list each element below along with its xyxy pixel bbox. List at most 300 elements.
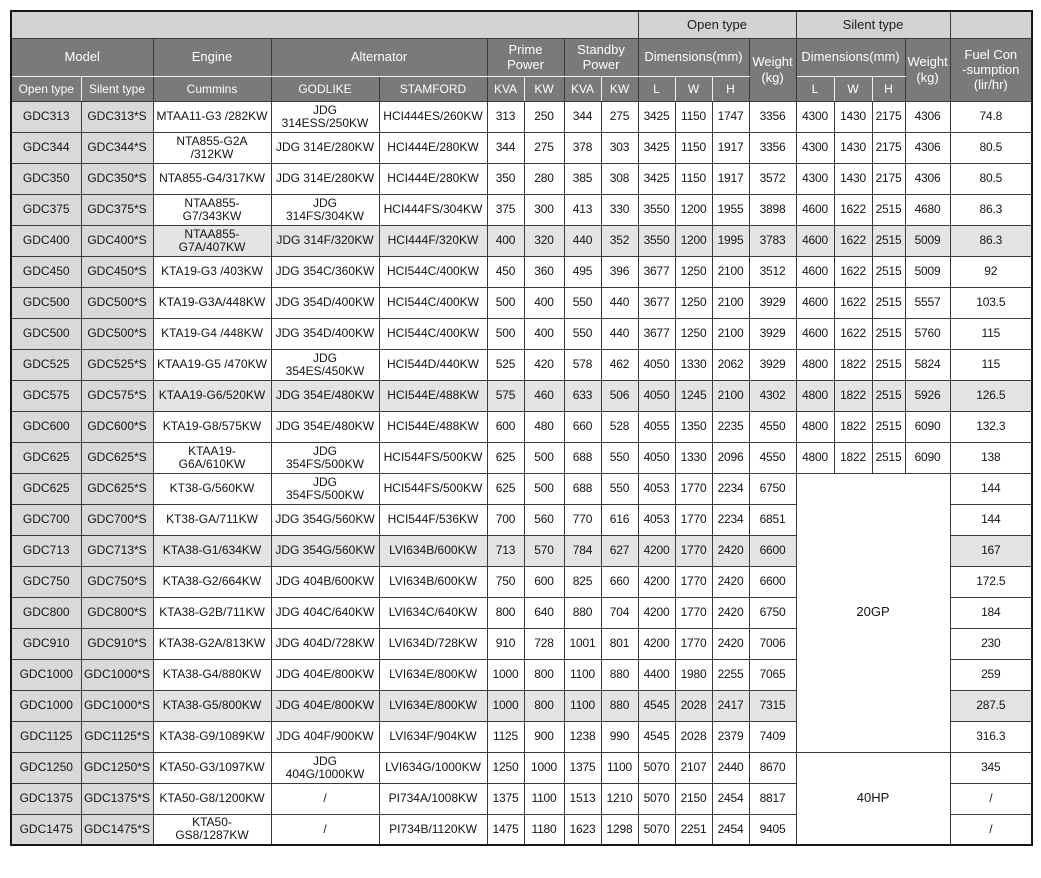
cell-silent-height: 2515 — [872, 318, 905, 349]
cell-open-height: 2420 — [712, 566, 749, 597]
cell-silent-model: GDC344*S — [81, 132, 153, 163]
cell-alternator-godlike: JDG 314F/320KW — [271, 225, 379, 256]
cell-standby-kw: 1298 — [601, 814, 638, 845]
cell-alternator-godlike: JDG 314FS/304KW — [271, 194, 379, 225]
cell-silent-height: 2515 — [872, 194, 905, 225]
cell-engine-cummins: NTAA855-G7A/407KW — [153, 225, 271, 256]
header-band-silent-type: Silent type — [796, 11, 950, 38]
cell-fuel-consumption: 86.3 — [950, 194, 1032, 225]
cell-prime-kva: 313 — [487, 101, 524, 132]
cell-open-weight: 6600 — [749, 535, 796, 566]
cell-open-weight: 8670 — [749, 752, 796, 783]
cell-fuel-consumption: 92 — [950, 256, 1032, 287]
cell-fuel-consumption: 115 — [950, 349, 1032, 380]
cell-alternator-stamford: HCI544C/400KW — [379, 318, 487, 349]
cell-silent-height: 2175 — [872, 163, 905, 194]
cell-alternator-stamford: HCI444FS/304KW — [379, 194, 487, 225]
cell-engine-cummins: KTA19-G4 /448KW — [153, 318, 271, 349]
cell-fuel-consumption: 126.5 — [950, 380, 1032, 411]
cell-prime-kva: 344 — [487, 132, 524, 163]
cell-open-model: GDC450 — [11, 256, 81, 287]
cell-open-model: GDC1375 — [11, 783, 81, 814]
cell-engine-cummins: NTA855-G4/317KW — [153, 163, 271, 194]
header-stamford: STAMFORD — [379, 76, 487, 101]
cell-alternator-godlike: JDG 354D/400KW — [271, 318, 379, 349]
cell-engine-cummins: KTA50-GS8/1287KW — [153, 814, 271, 845]
cell-fuel-consumption: 184 — [950, 597, 1032, 628]
cell-alternator-stamford: PI734B/1120KW — [379, 814, 487, 845]
cell-open-height: 2440 — [712, 752, 749, 783]
cell-open-width: 1980 — [675, 659, 712, 690]
header-open-type-model: Open type — [11, 76, 81, 101]
cell-prime-kva: 910 — [487, 628, 524, 659]
header-standby-kw: KW — [601, 76, 638, 101]
cell-prime-kw: 250 — [524, 101, 564, 132]
cell-open-width: 1150 — [675, 132, 712, 163]
cell-fuel-consumption: 103.5 — [950, 287, 1032, 318]
cell-standby-kva: 578 — [564, 349, 601, 380]
cell-open-height: 2420 — [712, 535, 749, 566]
cell-prime-kw: 640 — [524, 597, 564, 628]
header-open-h: H — [712, 76, 749, 101]
cell-alternator-stamford: LVI634E/800KW — [379, 659, 487, 690]
cell-standby-kw: 550 — [601, 442, 638, 473]
cell-silent-model: GDC625*S — [81, 442, 153, 473]
cell-open-weight: 3929 — [749, 349, 796, 380]
cell-open-height: 2417 — [712, 690, 749, 721]
cell-open-width: 1250 — [675, 256, 712, 287]
cell-prime-kva: 713 — [487, 535, 524, 566]
cell-standby-kva: 880 — [564, 597, 601, 628]
cell-open-model: GDC375 — [11, 194, 81, 225]
cell-fuel-consumption: 144 — [950, 504, 1032, 535]
cell-open-width: 1770 — [675, 597, 712, 628]
cell-open-model: GDC713 — [11, 535, 81, 566]
cell-open-length: 3677 — [638, 287, 675, 318]
cell-open-height: 2100 — [712, 318, 749, 349]
cell-standby-kva: 688 — [564, 442, 601, 473]
cell-engine-cummins: KTA38-G5/800KW — [153, 690, 271, 721]
cell-prime-kw: 800 — [524, 659, 564, 690]
cell-silent-weight: 5824 — [905, 349, 950, 380]
header-silent-h: H — [872, 76, 905, 101]
cell-open-width: 1150 — [675, 101, 712, 132]
cell-fuel-consumption: 316.3 — [950, 721, 1032, 752]
cell-silent-length: 4800 — [796, 380, 834, 411]
header-alternator: Alternator — [271, 38, 487, 76]
cell-prime-kva: 1000 — [487, 659, 524, 690]
cell-silent-weight: 5009 — [905, 256, 950, 287]
header-godlike: GODLIKE — [271, 76, 379, 101]
cell-open-weight: 7065 — [749, 659, 796, 690]
cell-open-length: 3550 — [638, 225, 675, 256]
cell-fuel-consumption: 138 — [950, 442, 1032, 473]
cell-standby-kva: 550 — [564, 318, 601, 349]
cell-standby-kva: 385 — [564, 163, 601, 194]
cell-prime-kw: 570 — [524, 535, 564, 566]
cell-silent-height: 2515 — [872, 442, 905, 473]
header-open-dimensions: Dimensions(mm) — [638, 38, 749, 76]
cell-prime-kw: 500 — [524, 442, 564, 473]
cell-alternator-stamford: LVI634G/1000KW — [379, 752, 487, 783]
cell-standby-kva: 1100 — [564, 659, 601, 690]
cell-engine-cummins: KT38-G/560KW — [153, 473, 271, 504]
cell-open-length: 4545 — [638, 690, 675, 721]
cell-open-weight: 8817 — [749, 783, 796, 814]
cell-silent-model: GDC1125*S — [81, 721, 153, 752]
cell-engine-cummins: KTAA19-G6A/610KW — [153, 442, 271, 473]
spec-table-body — [11, 101, 1032, 845]
table-row — [11, 349, 1032, 380]
table-row — [11, 132, 1032, 163]
cell-silent-model: GDC713*S — [81, 535, 153, 566]
cell-open-width: 1245 — [675, 380, 712, 411]
cell-alternator-godlike: JDG 354G/560KW — [271, 504, 379, 535]
cell-open-height: 1917 — [712, 132, 749, 163]
cell-open-width: 1770 — [675, 535, 712, 566]
cell-alternator-godlike: JDG 404E/800KW — [271, 659, 379, 690]
cell-fuel-consumption: 80.5 — [950, 132, 1032, 163]
cell-open-model: GDC910 — [11, 628, 81, 659]
cell-silent-model: GDC1375*S — [81, 783, 153, 814]
table-row — [11, 194, 1032, 225]
cell-open-height: 2235 — [712, 411, 749, 442]
cell-silent-model: GDC375*S — [81, 194, 153, 225]
cell-standby-kw: 440 — [601, 318, 638, 349]
cell-alternator-stamford: HCI444E/280KW — [379, 163, 487, 194]
cell-standby-kw: 801 — [601, 628, 638, 659]
cell-alternator-stamford: HCI544C/400KW — [379, 256, 487, 287]
cell-open-model: GDC600 — [11, 411, 81, 442]
cell-silent-width: 1822 — [834, 349, 872, 380]
cell-silent-width: 1430 — [834, 163, 872, 194]
cell-alternator-stamford: HCI444ES/260KW — [379, 101, 487, 132]
header-model: Model — [11, 38, 153, 76]
cell-alternator-godlike: JDG 314ESS/250KW — [271, 101, 379, 132]
table-row — [11, 411, 1032, 442]
cell-prime-kva: 400 — [487, 225, 524, 256]
cell-fuel-consumption: 132.3 — [950, 411, 1032, 442]
cell-fuel-consumption: 80.5 — [950, 163, 1032, 194]
cell-prime-kw: 500 — [524, 473, 564, 504]
cell-open-model: GDC575 — [11, 380, 81, 411]
cell-prime-kva: 600 — [487, 411, 524, 442]
table-row — [11, 442, 1032, 473]
cell-prime-kw: 460 — [524, 380, 564, 411]
cell-open-height: 1747 — [712, 101, 749, 132]
cell-engine-cummins: NTA855-G2A /312KW — [153, 132, 271, 163]
cell-silent-model: GDC350*S — [81, 163, 153, 194]
cell-prime-kva: 350 — [487, 163, 524, 194]
cell-silent-model: GDC700*S — [81, 504, 153, 535]
header-silent-l: L — [796, 76, 834, 101]
cell-open-weight: 7315 — [749, 690, 796, 721]
cell-standby-kva: 825 — [564, 566, 601, 597]
cell-silent-width: 1430 — [834, 101, 872, 132]
cell-alternator-stamford: HCI444F/320KW — [379, 225, 487, 256]
cell-standby-kva: 784 — [564, 535, 601, 566]
cell-alternator-stamford: HCI544C/400KW — [379, 287, 487, 318]
cell-open-model: GDC344 — [11, 132, 81, 163]
cell-alternator-godlike: JDG 354FS/500KW — [271, 442, 379, 473]
header-open-l: L — [638, 76, 675, 101]
cell-silent-weight: 4680 — [905, 194, 950, 225]
cell-prime-kva: 1375 — [487, 783, 524, 814]
cell-open-height: 2100 — [712, 287, 749, 318]
cell-open-weight: 4550 — [749, 442, 796, 473]
cell-silent-model: GDC800*S — [81, 597, 153, 628]
cell-open-width: 1250 — [675, 287, 712, 318]
header-standby-kva: KVA — [564, 76, 601, 101]
cell-prime-kva: 450 — [487, 256, 524, 287]
cell-silent-model: GDC1000*S — [81, 659, 153, 690]
cell-standby-kw: 275 — [601, 101, 638, 132]
cell-prime-kva: 625 — [487, 442, 524, 473]
cell-standby-kw: 880 — [601, 659, 638, 690]
cell-silent-model: GDC1000*S — [81, 690, 153, 721]
cell-silent-weight: 5009 — [905, 225, 950, 256]
cell-engine-cummins: KTAA19-G6/520KW — [153, 380, 271, 411]
cell-open-height: 2234 — [712, 504, 749, 535]
cell-silent-model: GDC750*S — [81, 566, 153, 597]
cell-open-width: 1200 — [675, 225, 712, 256]
cell-open-length: 5070 — [638, 814, 675, 845]
cell-standby-kva: 495 — [564, 256, 601, 287]
cell-alternator-godlike: JDG 404B/600KW — [271, 566, 379, 597]
cell-engine-cummins: KTA19-G3 /403KW — [153, 256, 271, 287]
cell-alternator-stamford: HCI544FS/500KW — [379, 473, 487, 504]
header-silent-dimensions: Dimensions(mm) — [796, 38, 905, 76]
cell-fuel-consumption: 86.3 — [950, 225, 1032, 256]
cell-fuel-consumption: 167 — [950, 535, 1032, 566]
cell-prime-kva: 500 — [487, 318, 524, 349]
cell-engine-cummins: KTA38-G2B/711KW — [153, 597, 271, 628]
cell-open-height: 2062 — [712, 349, 749, 380]
cell-standby-kva: 688 — [564, 473, 601, 504]
cell-open-height: 2420 — [712, 597, 749, 628]
cell-fuel-consumption: 230 — [950, 628, 1032, 659]
cell-alternator-stamford: HCI544D/440KW — [379, 349, 487, 380]
cell-prime-kva: 500 — [487, 287, 524, 318]
header-cummins: Cummins — [153, 76, 271, 101]
cell-prime-kw: 728 — [524, 628, 564, 659]
cell-open-width: 1350 — [675, 411, 712, 442]
header-silent-w: W — [834, 76, 872, 101]
cell-open-length: 3550 — [638, 194, 675, 225]
cell-silent-container-size: 20GP — [796, 473, 950, 752]
cell-open-height: 2420 — [712, 628, 749, 659]
cell-standby-kva: 550 — [564, 287, 601, 318]
cell-prime-kva: 525 — [487, 349, 524, 380]
cell-open-length: 4055 — [638, 411, 675, 442]
cell-silent-width: 1622 — [834, 225, 872, 256]
cell-standby-kw: 550 — [601, 473, 638, 504]
cell-open-width: 2251 — [675, 814, 712, 845]
cell-prime-kw: 320 — [524, 225, 564, 256]
cell-open-model: GDC500 — [11, 287, 81, 318]
cell-engine-cummins: KTA50-G3/1097KW — [153, 752, 271, 783]
cell-silent-width: 1622 — [834, 287, 872, 318]
header-band-row — [11, 11, 1032, 38]
cell-silent-width: 1430 — [834, 132, 872, 163]
cell-open-weight: 6851 — [749, 504, 796, 535]
cell-open-model: GDC350 — [11, 163, 81, 194]
cell-prime-kw: 280 — [524, 163, 564, 194]
cell-engine-cummins: KTA38-G2A/813KW — [153, 628, 271, 659]
cell-silent-model: GDC1475*S — [81, 814, 153, 845]
cell-prime-kva: 800 — [487, 597, 524, 628]
cell-open-weight: 3929 — [749, 287, 796, 318]
cell-prime-kw: 560 — [524, 504, 564, 535]
cell-silent-length: 4800 — [796, 411, 834, 442]
header-open-w: W — [675, 76, 712, 101]
cell-engine-cummins: KTA38-G4/880KW — [153, 659, 271, 690]
cell-open-model: GDC1250 — [11, 752, 81, 783]
cell-open-length: 3425 — [638, 163, 675, 194]
cell-standby-kva: 1100 — [564, 690, 601, 721]
table-row — [11, 752, 1032, 783]
cell-standby-kva: 378 — [564, 132, 601, 163]
cell-silent-weight: 5926 — [905, 380, 950, 411]
cell-open-model: GDC500 — [11, 318, 81, 349]
cell-fuel-consumption: 345 — [950, 752, 1032, 783]
cell-silent-width: 1822 — [834, 442, 872, 473]
cell-silent-height: 2175 — [872, 101, 905, 132]
cell-silent-model: GDC400*S — [81, 225, 153, 256]
cell-alternator-godlike: JDG 354ES/450KW — [271, 349, 379, 380]
cell-standby-kva: 413 — [564, 194, 601, 225]
table-row — [11, 380, 1032, 411]
cell-silent-weight: 5760 — [905, 318, 950, 349]
cell-silent-model: GDC1250*S — [81, 752, 153, 783]
cell-prime-kw: 1100 — [524, 783, 564, 814]
cell-prime-kw: 900 — [524, 721, 564, 752]
cell-alternator-godlike: JDG 404F/900KW — [271, 721, 379, 752]
cell-prime-kw: 360 — [524, 256, 564, 287]
cell-alternator-godlike: JDG 404C/640KW — [271, 597, 379, 628]
cell-prime-kw: 275 — [524, 132, 564, 163]
cell-open-model: GDC750 — [11, 566, 81, 597]
cell-alternator-godlike: JDG 314E/280KW — [271, 132, 379, 163]
table-row — [11, 225, 1032, 256]
cell-prime-kw: 1000 — [524, 752, 564, 783]
table-row — [11, 256, 1032, 287]
header-engine: Engine — [153, 38, 271, 76]
cell-silent-weight: 5557 — [905, 287, 950, 318]
cell-standby-kw: 704 — [601, 597, 638, 628]
header-band-spacer-left — [11, 11, 638, 38]
header-silent-weight: Weight (kg) — [905, 38, 950, 101]
cell-fuel-consumption: 115 — [950, 318, 1032, 349]
cell-prime-kw: 600 — [524, 566, 564, 597]
cell-fuel-consumption: 259 — [950, 659, 1032, 690]
cell-open-height: 2234 — [712, 473, 749, 504]
cell-alternator-godlike: JDG 404D/728KW — [271, 628, 379, 659]
cell-alternator-stamford: HCI544F/536KW — [379, 504, 487, 535]
cell-engine-cummins: KTA50-G8/1200KW — [153, 783, 271, 814]
cell-standby-kw: 506 — [601, 380, 638, 411]
cell-standby-kva: 770 — [564, 504, 601, 535]
header-fuel-consumption: Fuel Con -sumption (lir/hr) — [950, 38, 1032, 101]
cell-silent-length: 4300 — [796, 132, 834, 163]
cell-standby-kw: 627 — [601, 535, 638, 566]
header-band-spacer-right — [950, 11, 1032, 38]
cell-fuel-consumption: / — [950, 814, 1032, 845]
header-open-weight: Weight (kg) — [749, 38, 796, 101]
cell-open-length: 3425 — [638, 132, 675, 163]
cell-open-model: GDC1125 — [11, 721, 81, 752]
cell-open-width: 1250 — [675, 318, 712, 349]
cell-open-length: 4400 — [638, 659, 675, 690]
cell-standby-kw: 308 — [601, 163, 638, 194]
cell-prime-kw: 420 — [524, 349, 564, 380]
cell-open-model: GDC525 — [11, 349, 81, 380]
cell-prime-kw: 400 — [524, 318, 564, 349]
cell-silent-length: 4600 — [796, 256, 834, 287]
cell-standby-kw: 616 — [601, 504, 638, 535]
cell-silent-height: 2515 — [872, 349, 905, 380]
cell-standby-kva: 1001 — [564, 628, 601, 659]
cell-open-height: 2454 — [712, 783, 749, 814]
cell-open-width: 2028 — [675, 690, 712, 721]
cell-fuel-consumption: / — [950, 783, 1032, 814]
cell-fuel-consumption: 287.5 — [950, 690, 1032, 721]
cell-prime-kva: 1000 — [487, 690, 524, 721]
cell-silent-model: GDC500*S — [81, 318, 153, 349]
cell-engine-cummins: KTA38-G2/664KW — [153, 566, 271, 597]
cell-open-height: 2096 — [712, 442, 749, 473]
cell-open-width: 1200 — [675, 194, 712, 225]
cell-alternator-godlike: JDG 354C/360KW — [271, 256, 379, 287]
cell-engine-cummins: MTAA11-G3 /282KW — [153, 101, 271, 132]
cell-alternator-stamford: LVI634D/728KW — [379, 628, 487, 659]
cell-open-weight: 3898 — [749, 194, 796, 225]
table-row — [11, 101, 1032, 132]
cell-standby-kw: 660 — [601, 566, 638, 597]
cell-alternator-godlike: JDG 404E/800KW — [271, 690, 379, 721]
cell-silent-model: GDC625*S — [81, 473, 153, 504]
cell-silent-model: GDC500*S — [81, 287, 153, 318]
cell-silent-model: GDC600*S — [81, 411, 153, 442]
cell-open-height: 2379 — [712, 721, 749, 752]
cell-standby-kva: 1238 — [564, 721, 601, 752]
cell-prime-kva: 375 — [487, 194, 524, 225]
cell-prime-kva: 700 — [487, 504, 524, 535]
cell-silent-height: 2175 — [872, 132, 905, 163]
cell-engine-cummins: KT38-GA/711KW — [153, 504, 271, 535]
cell-open-width: 1770 — [675, 566, 712, 597]
cell-alternator-godlike: JDG 404G/1000KW — [271, 752, 379, 783]
cell-prime-kw: 300 — [524, 194, 564, 225]
cell-open-length: 4053 — [638, 504, 675, 535]
cell-silent-height: 2515 — [872, 225, 905, 256]
cell-alternator-godlike: JDG 354FS/500KW — [271, 473, 379, 504]
cell-standby-kva: 633 — [564, 380, 601, 411]
cell-alternator-stamford: HCI544FS/500KW — [379, 442, 487, 473]
cell-standby-kw: 462 — [601, 349, 638, 380]
cell-silent-weight: 6090 — [905, 411, 950, 442]
cell-open-weight: 4550 — [749, 411, 796, 442]
cell-standby-kw: 1210 — [601, 783, 638, 814]
cell-open-model: GDC1000 — [11, 659, 81, 690]
cell-open-model: GDC700 — [11, 504, 81, 535]
cell-open-length: 3677 — [638, 256, 675, 287]
cell-prime-kva: 750 — [487, 566, 524, 597]
cell-open-length: 4200 — [638, 597, 675, 628]
header-band-open-type: Open type — [638, 11, 796, 38]
cell-standby-kw: 303 — [601, 132, 638, 163]
cell-silent-length: 4300 — [796, 163, 834, 194]
